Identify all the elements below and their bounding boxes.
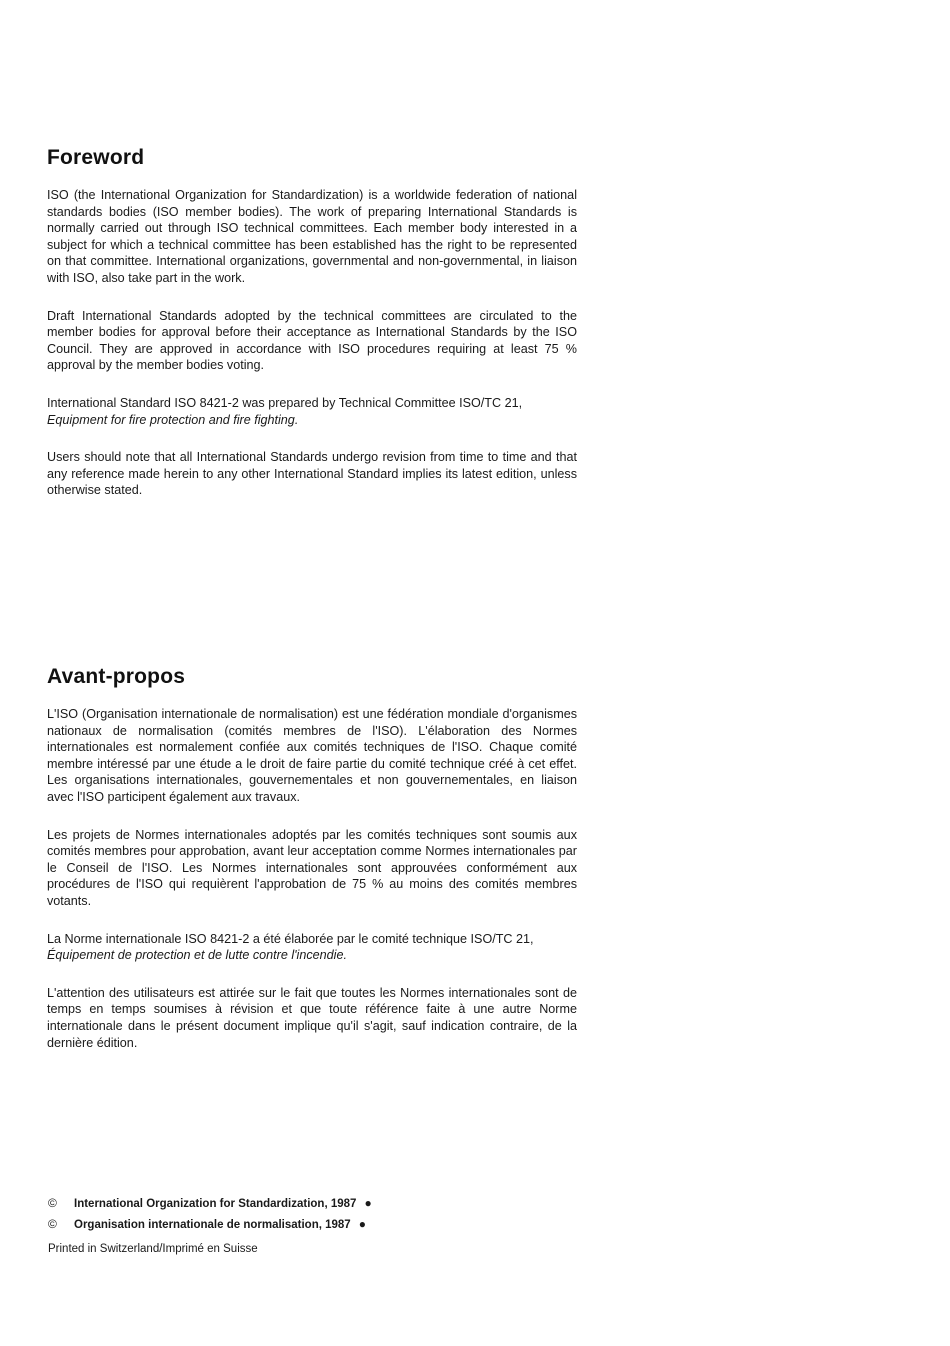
copyright-line-french — [48, 1214, 468, 1235]
avant-propos-title: Avant-propos — [47, 665, 186, 688]
avant-propos-paragraph-3-text: La Norme internationale ISO 8421-2 a été élaborée par le comité technique ISO/TC 21, — [47, 931, 534, 946]
copyright-text-english: International Organization for Standardization, 1987 — [74, 1198, 357, 1210]
foreword-paragraph-4: Users should note that all International Standards undergo revision from time to time and that any reference made herein to any other International Standard implies its latest edition, unless otherwise stated. — [47, 450, 577, 498]
foreword-title: Foreword — [47, 146, 145, 169]
foreword-paragraph-3 — [47, 395, 577, 428]
copyright-icon: © — [48, 1196, 57, 1210]
copyright-line-english — [48, 1193, 468, 1214]
bullet-icon: ● — [364, 1196, 372, 1210]
foreword-paragraph-3-text: International Standard ISO 8421-2 was prepared by Technical Committee ISO/TC 21, — [47, 395, 523, 410]
foreword-section — [47, 146, 577, 499]
avant-propos-section — [47, 665, 577, 1051]
avant-propos-paragraph-1: L'ISO (Organisation internationale de normalisation) est une fédération mondiale d'organismes nationaux de normalisation (comités membres de l'ISO). L'élaboration des Normes internationales est normalement confiée aux comités techniques de l'ISO. Chaque comité membre intéressé par une étude a le droit de faire partie du comité technique créé à cet effet. Les organisations internationales, gouvernementales et non gouvernementales, en liaison avec l'ISO participent également aux travaux. — [47, 707, 577, 804]
foreword-committee-title: Equipment for fire protection and fire fighting. — [47, 412, 299, 427]
avant-propos-paragraph-3 — [47, 931, 577, 964]
printed-in-note: Printed in Switzerland/Imprimé en Suisse — [48, 1243, 258, 1255]
copyright-block — [48, 1193, 468, 1235]
avant-propos-committee-title: Équipement de protection et de lutte contre l'incendie. — [47, 948, 347, 963]
avant-propos-paragraph-4: L'attention des utilisateurs est attirée sur le fait que toutes les Normes internationales sont de temps en temps soumises à révision et que toute référence faite à une autre Norme internationale dans le présent document implique qu'il s'agit, sauf indication contraire, de la dernière édition. — [47, 985, 577, 1050]
copyright-icon: © — [48, 1217, 57, 1231]
bullet-icon: ● — [358, 1217, 366, 1231]
copyright-text-french: Organisation internationale de normalisation, 1987 — [74, 1219, 351, 1231]
foreword-paragraph-2: Draft International Standards adopted by the technical committees are circulated to the member bodies for approval before their acceptance as International Standards by the ISO Council. They are approved in accordance with ISO procedures requiring at least 75 % approval by the member bodies voting. — [47, 308, 577, 373]
foreword-paragraph-1: ISO (the International Organization for Standardization) is a worldwide federation of national standards bodies (ISO member bodies). The work of preparing International Standards is normally carried out through ISO technical committees. Each member body interested in a subject for which a technical committee has been established has the right to be represented on that committee. International organizations, governmental and non-governmental, in liaison with ISO, also take part in the work. — [47, 188, 577, 285]
avant-propos-paragraph-2: Les projets de Normes internationales adoptés par les comités techniques sont soumis aux comités membres pour approbation, avant leur acceptation comme Normes internationales par le Conseil de l'ISO. Les Normes internationales sont approuvées conformément aux procédures de l'ISO qui requièrent l'approbation de 75 % au moins des comités membres votants. — [47, 827, 577, 908]
